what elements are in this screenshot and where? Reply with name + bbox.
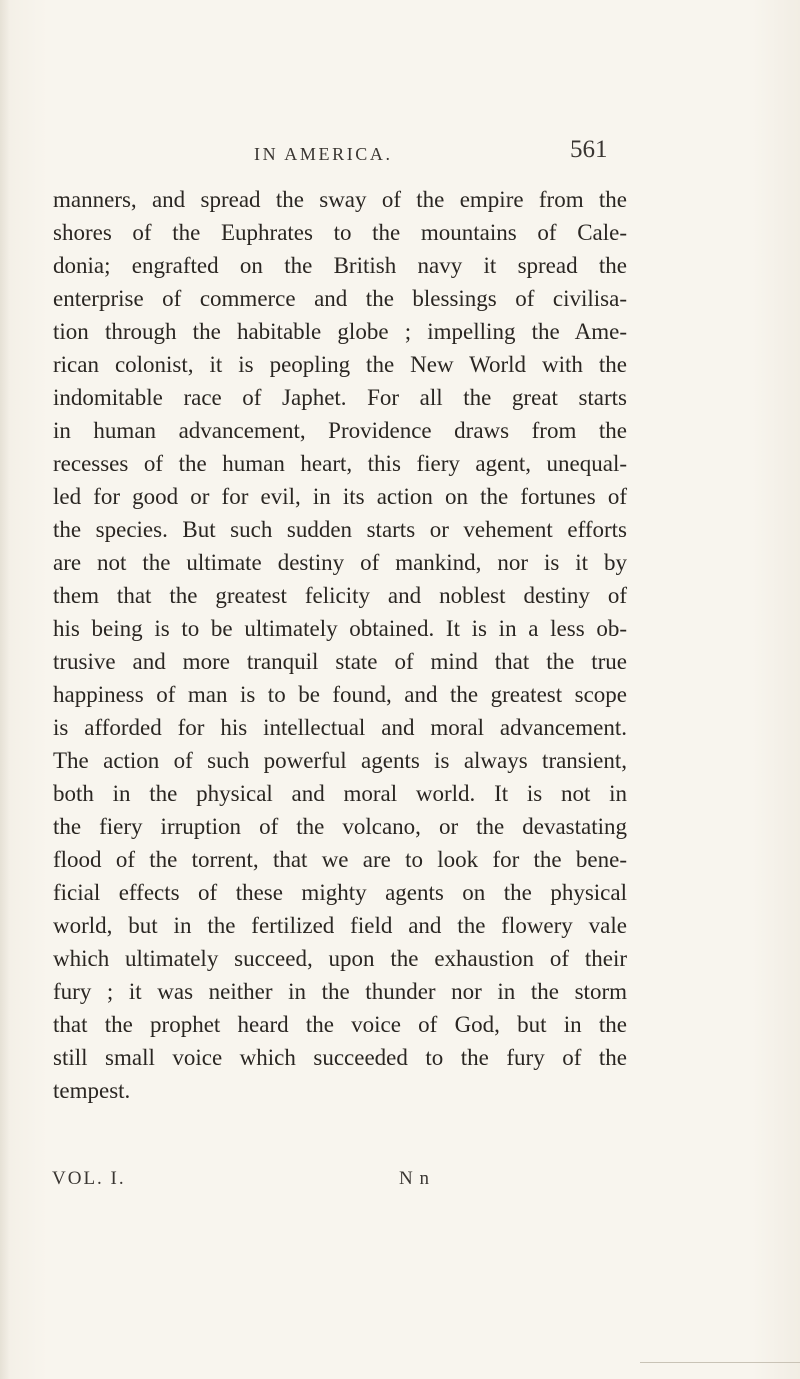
text-line: both in the physical and moral world. It is not in (53, 781, 627, 806)
text-line: indomitable race of Japhet. For all the great starts (53, 385, 627, 410)
running-title: IN AMERICA. (254, 144, 393, 164)
text-line: The action of such powerful agents is always transient, (53, 748, 627, 773)
text-line: tion through the habitable globe ; impelling the Ame- (53, 319, 627, 344)
text-line: the species. But such sudden starts or vehement efforts (53, 517, 627, 542)
body-text (53, 183, 627, 1107)
text-line: which ultimately succeed, upon the exhaustion of their (53, 946, 627, 971)
text-line: that the prophet heard the voice of God, but in the (53, 1012, 627, 1037)
text-line: led for good or for evil, in its action on the fortunes of (53, 484, 627, 509)
text-line: happiness of man is to be found, and the greatest scope (53, 682, 627, 707)
text-line: still small voice which succeeded to the fury of the (53, 1045, 627, 1070)
text-line: manners, and spread the sway of the empire from the (53, 187, 627, 212)
running-head (0, 132, 800, 164)
text-line: in human advancement, Providence draws from the (53, 418, 627, 443)
text-line: them that the greatest felicity and noblest destiny of (53, 583, 627, 608)
text-line: world, but in the fertilized field and the flowery vale (53, 913, 627, 938)
text-line: are not the ultimate destiny of mankind, nor is it by (53, 550, 627, 575)
text-line: flood of the torrent, that we are to look for the bene- (53, 847, 627, 872)
page-number: 561 (570, 136, 608, 163)
text-line: rican colonist, it is peopling the New World with the (53, 352, 627, 377)
page-edge-rule (640, 1362, 800, 1363)
text-line: tempest. (53, 1078, 131, 1103)
text-line: his being is to be ultimately obtained. It is in a less ob- (53, 616, 627, 641)
text-line: the fiery irruption of the volcano, or the devastating (53, 814, 627, 839)
volume-mark: VOL. I. (52, 1168, 126, 1189)
text-line: trusive and more tranquil state of mind that the true (53, 649, 627, 674)
signature-mark: N n (399, 1168, 430, 1189)
page-footer (0, 1168, 800, 1198)
text-line: shores of the Euphrates to the mountains of Cale- (53, 220, 627, 245)
text-line: is afforded for his intellectual and moral advancement. (53, 715, 627, 740)
text-line: enterprise of commerce and the blessings of civilisa- (53, 286, 627, 311)
text-line: donia; engrafted on the British navy it spread the (53, 253, 627, 278)
text-line: recesses of the human heart, this fiery agent, unequal- (53, 451, 627, 476)
text-line: fury ; it was neither in the thunder nor in the storm (53, 979, 627, 1004)
text-line: ficial effects of these mighty agents on the physical (53, 880, 627, 905)
